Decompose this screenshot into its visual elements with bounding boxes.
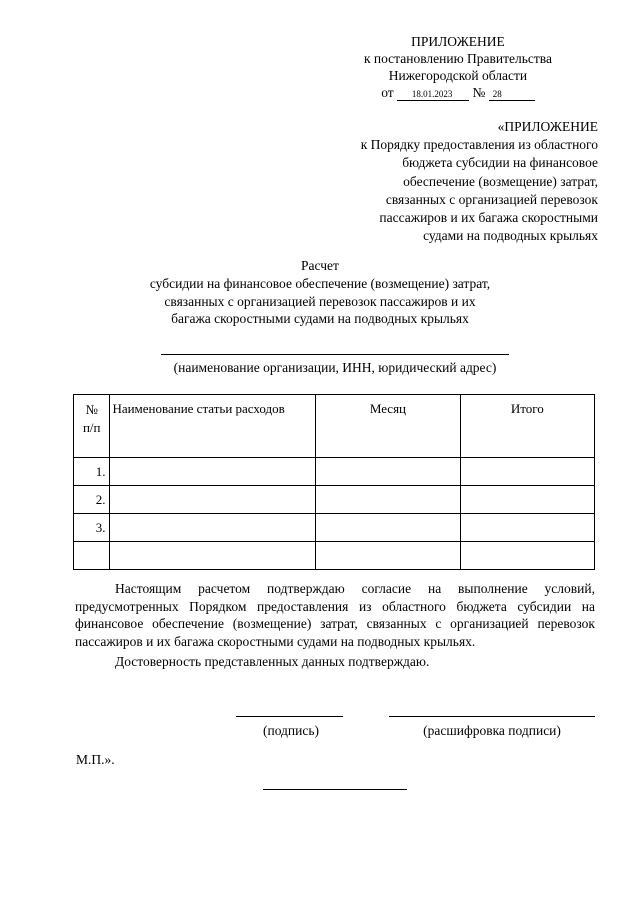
organization-caption: (наименование организации, ИНН, юридический адрес) xyxy=(173,360,497,375)
header-total: Итого xyxy=(460,395,594,458)
row-number: 1. xyxy=(74,458,110,486)
cell-month[interactable] xyxy=(316,458,460,486)
cell-total[interactable] xyxy=(460,514,594,542)
order-header xyxy=(361,118,598,245)
title-line: субсидии на финансовое обеспечение (возмещение) затрат, xyxy=(149,275,491,291)
appendix-title: ПРИЛОЖЕНИЕ xyxy=(411,34,505,49)
appendix-date-line xyxy=(364,84,552,101)
cell-total[interactable] xyxy=(460,542,594,570)
cell-item[interactable] xyxy=(110,542,316,570)
header-num-line2: п/п xyxy=(82,420,101,435)
header-num-line1: № xyxy=(85,402,98,417)
cell-item[interactable] xyxy=(110,458,316,486)
footer-line xyxy=(263,789,407,790)
appendix-line-1: к постановлению Правительства xyxy=(363,51,552,66)
calculation-table xyxy=(73,394,595,570)
table-header-row xyxy=(74,395,595,458)
cell-item[interactable] xyxy=(110,486,316,514)
title-heading: Расчет xyxy=(301,258,339,273)
table-row xyxy=(74,458,595,486)
confirmation-paragraph: Настоящим расчетом подтверждаю согласие на выполнение условий, предусмотренных Порядком предоставления из областного бюджета субсидии на финансовое обеспечение (возмещение) затрат, связанных с организацией перевозок пассажиров и их багажа скоростными судами на подводных крыльях. xyxy=(75,581,595,649)
title-line: багажа скоростными судами на подводных крыльях xyxy=(171,311,469,327)
header-item: Наименование статьи расходов xyxy=(110,395,316,458)
decree-number: 28 xyxy=(489,89,535,101)
header-num xyxy=(74,395,110,458)
signature-decode-line xyxy=(389,716,595,717)
date-prefix: от xyxy=(381,85,394,100)
row-number xyxy=(74,542,110,570)
cell-month[interactable] xyxy=(316,514,460,542)
cell-total[interactable] xyxy=(460,486,594,514)
header-month: Месяц xyxy=(316,395,460,458)
stamp-label: М.П.». xyxy=(76,752,115,767)
cell-total[interactable] xyxy=(460,458,594,486)
signature-caption: (подпись) xyxy=(262,723,320,738)
table-row xyxy=(74,486,595,514)
order-line: пассажиров и их багажа скоростными xyxy=(379,210,598,226)
signature-decode-caption: (расшифровка подписи) xyxy=(423,723,561,738)
row-number: 3. xyxy=(74,514,110,542)
row-number: 2. xyxy=(74,486,110,514)
appendix-header xyxy=(364,33,552,101)
cell-month[interactable] xyxy=(316,486,460,514)
signature-line xyxy=(236,716,343,717)
appendix-line-2: Нижегородской области xyxy=(388,68,528,83)
order-line: к Порядку предоставления из областного xyxy=(360,137,598,153)
reliability-statement: Достоверность представленных данных подтверждаю. xyxy=(115,654,430,669)
cell-item[interactable] xyxy=(110,514,316,542)
order-line: судами на подводных крыльях xyxy=(423,228,598,244)
organization-blank-line xyxy=(161,354,509,355)
order-line: связанных с организацией перевозок xyxy=(385,191,598,207)
cell-month[interactable] xyxy=(316,542,460,570)
order-title: «ПРИЛОЖЕНИЕ xyxy=(497,119,598,134)
order-line: бюджета субсидии на финансовое xyxy=(402,155,598,171)
number-sign: № xyxy=(472,85,486,100)
table-row xyxy=(74,542,595,570)
table-row xyxy=(74,514,595,542)
decree-date: 18.01.2023 xyxy=(397,89,469,101)
order-line: обеспечение (возмещение) затрат, xyxy=(403,173,598,189)
document-title xyxy=(0,257,640,328)
title-line: связанных с организацией перевозок пассажиров и их xyxy=(164,293,476,309)
